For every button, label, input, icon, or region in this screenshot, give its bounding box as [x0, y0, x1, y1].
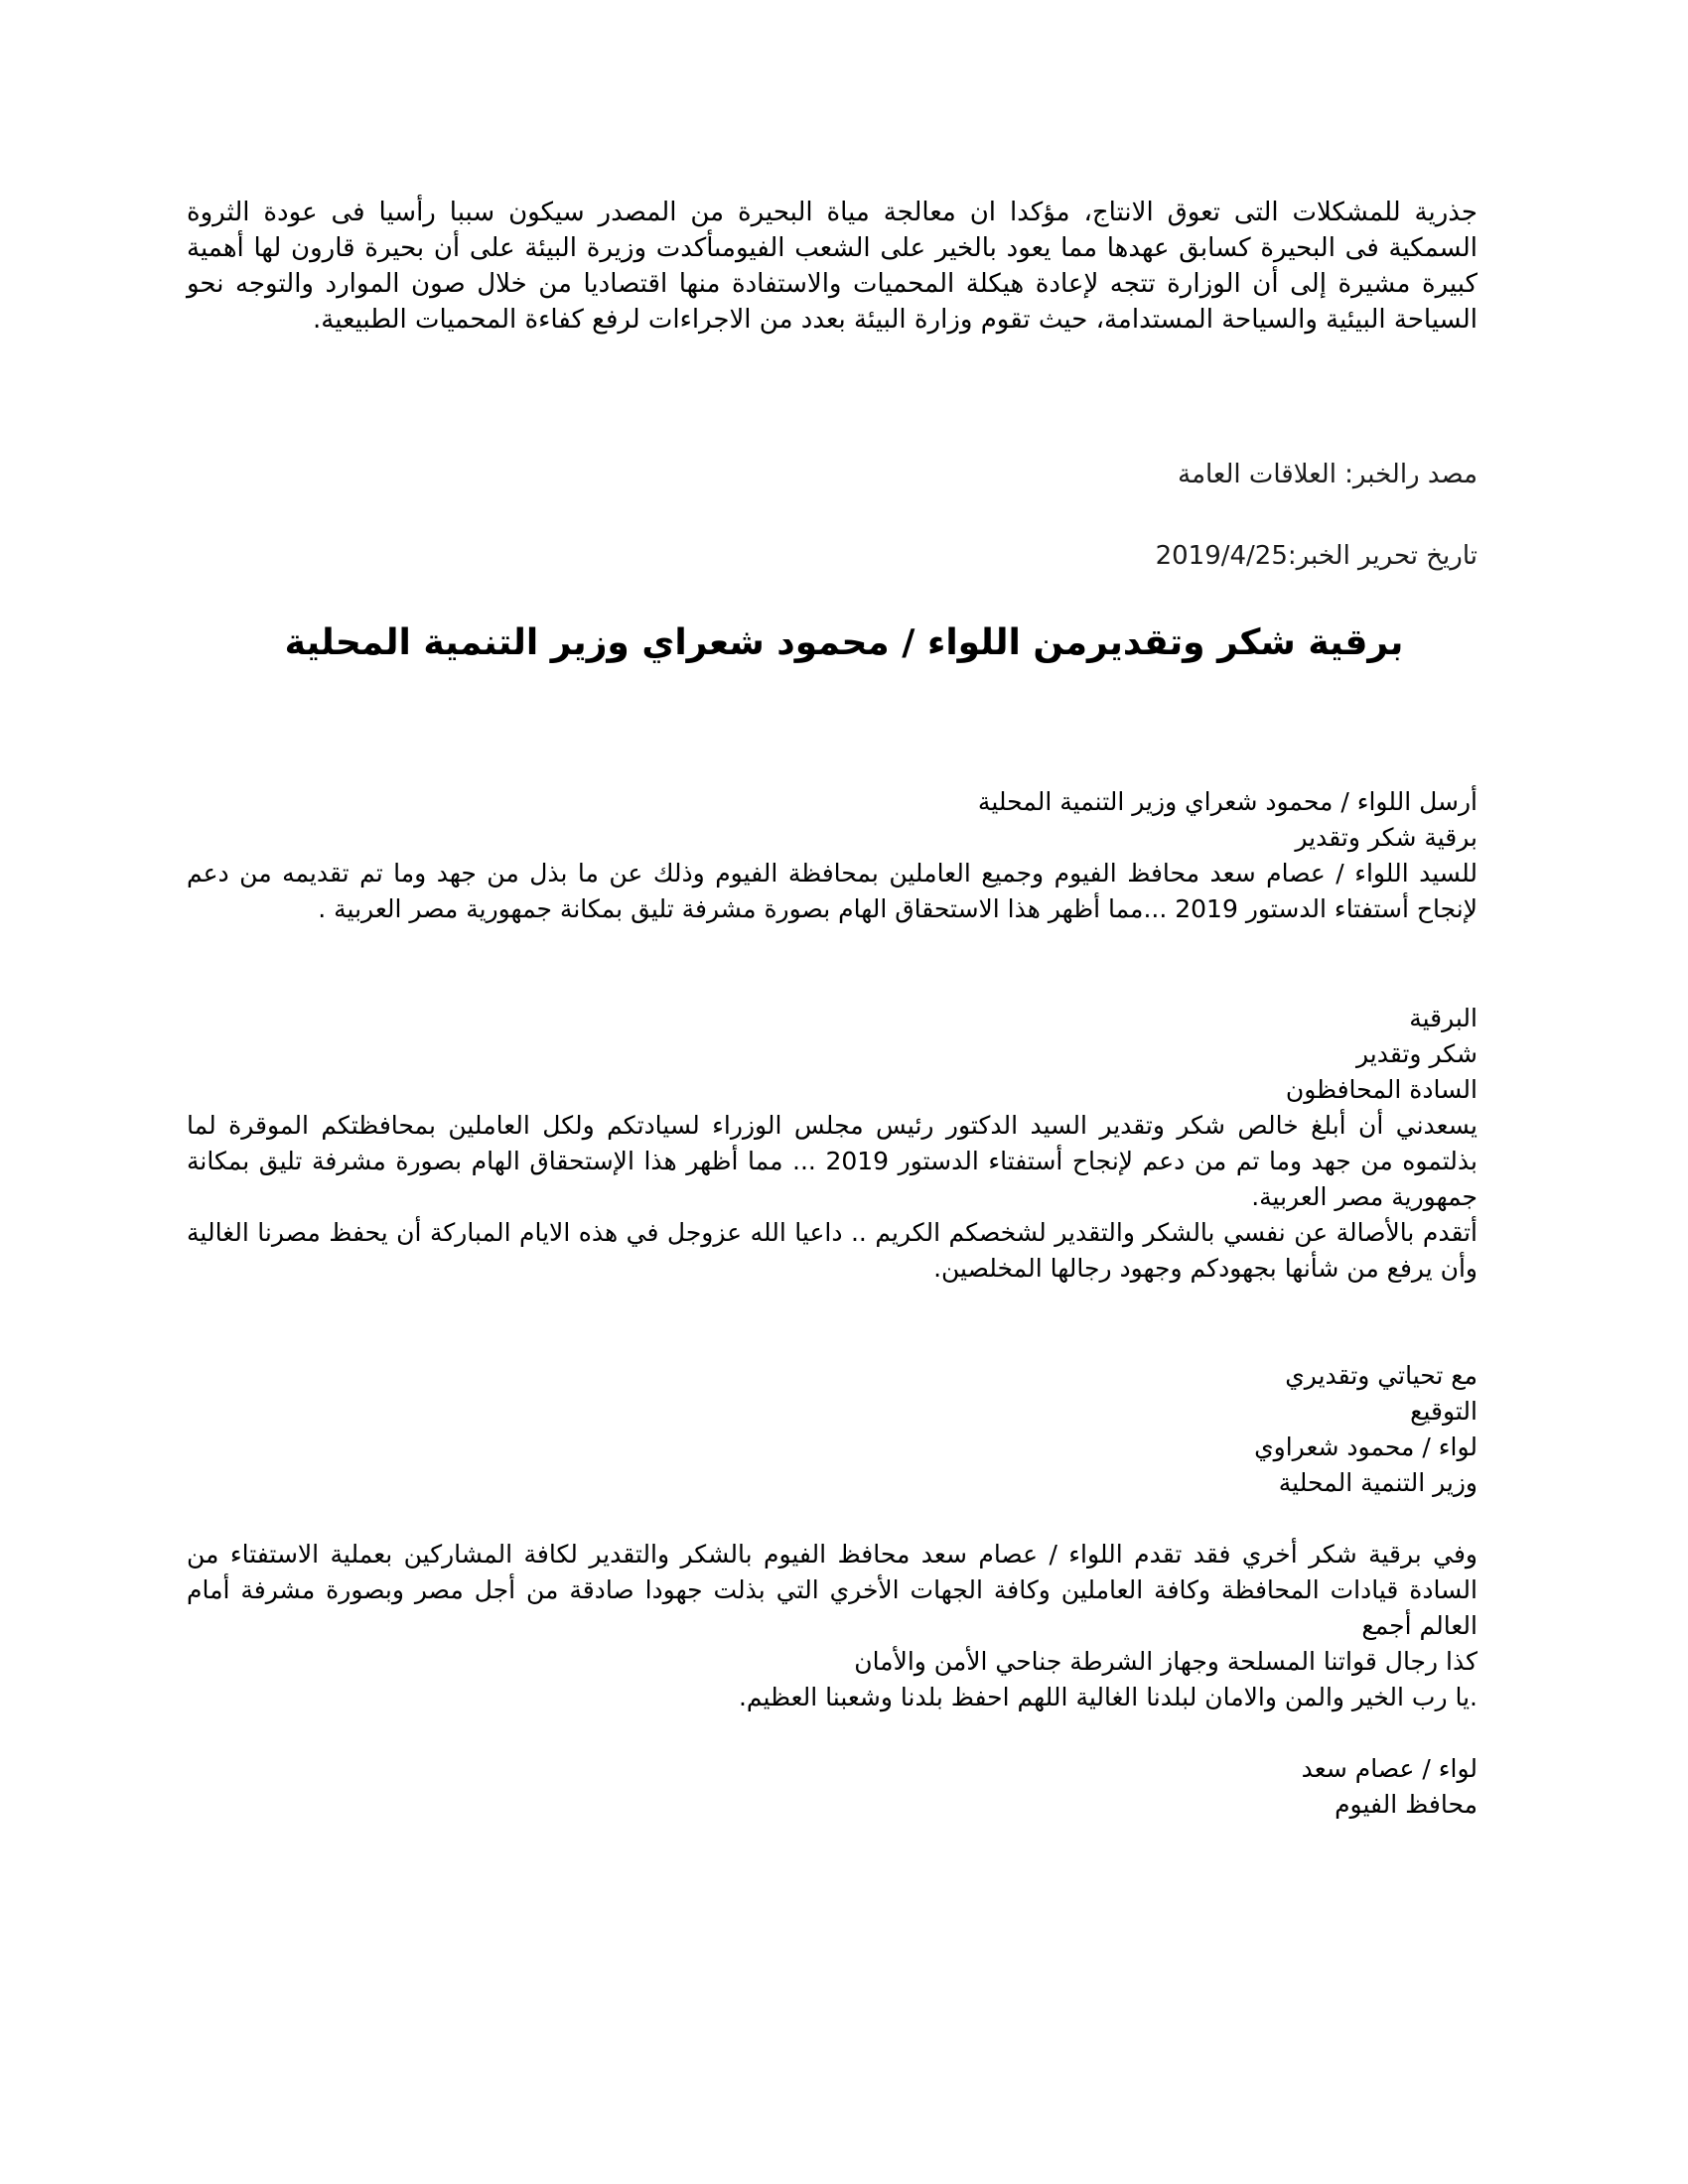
letter1-line: برقية شكر وتقدير: [1295, 823, 1477, 852]
letter2-line: البرقية: [1409, 1004, 1477, 1032]
signoff-line: لواء / محمود شعراوي: [1254, 1433, 1477, 1461]
letter2-header: [187, 1001, 1477, 1108]
letter1-body: للسيد اللواء / عصام سعد محافظ الفيوم وجميع العاملين بمحافظة الفيوم وذلك عن ما بذل من جهد وما تم تقديمه من دعم لإنجاح أستفتاء الدستور 2019 ...مما أظهر هذا الاستحقاق الهام بصورة مشرفة تليق بمكانة جمهورية مصر العربية .: [187, 859, 1477, 923]
signoff-line: التوقيع: [1410, 1397, 1477, 1426]
governor-signoff: [187, 1751, 1477, 1823]
letter1-header: [187, 784, 1477, 856]
second-line: كذا رجال قواتنا المسلحة وجهاز الشرطة جناحي الأمن والأمان: [854, 1647, 1477, 1676]
news-date: تاريخ تحرير الخبر:2019/4/25: [1155, 541, 1477, 571]
final-signoff-line: لواء / عصام سعد: [1301, 1754, 1477, 1783]
letter2-closing: أتقدم بالأصالة عن نفسي بالشكر والتقدير لشخصكم الكريم .. داعيا الله عزوجل في هذه الايام المباركة أن يحفظ مصرنا الغالية وأن يرفع من شأنها بجهودكم وجهود رجالها المخلصين.: [187, 1218, 1477, 1283]
minister-signoff: [187, 1358, 1477, 1501]
article-title: برقية شكر وتقديرمن اللواء / محمود شعراي وزير التنمية المحلية: [284, 622, 1404, 663]
letter1-line: أرسل اللواء / محمود شعراي وزير التنمية المحلية: [977, 787, 1477, 816]
final-signoff-line: محافظ الفيوم: [1335, 1790, 1477, 1819]
second-telegram: وفي برقية شكر أخري فقد تقدم اللواء / عصام سعد محافظ الفيوم بالشكر والتقدير لكافة المشاركين بعملية الاستفتاء من السادة قيادات المحافظة وكافة العاملين وكافة الجهات الأخري التي بذلت جهودا صادقة من أجل مصر وبصورة مشرفة أمام العالم أجمع: [187, 1540, 1477, 1640]
signoff-line: مع تحياتي وتقديري: [1285, 1361, 1477, 1390]
letter2-line: شكر وتقدير: [1355, 1039, 1477, 1068]
news-source: مصد رالخبر: العلاقات العامة: [1178, 460, 1477, 489]
second-line: .يا رب الخير والمن والامان لبلدنا الغالية اللهم احفظ بلدنا وشعبنا العظيم.: [738, 1683, 1477, 1711]
letter2-body: يسعدني أن أبلغ خالص شكر وتقدير السيد الدكتور رئيس مجلس الوزراء لسيادتكم ولكل العاملين بمحافظتكم الموقرة لما بذلتموه من جهد وما تم من دعم لإنجاح أستفتاء الدستور 2019 ... مما أظهر هذا الإستحقاق الهام بصورة مشرفة تليق بمكانة جمهورية مصر العربية.: [187, 1111, 1477, 1211]
signoff-line: وزير التنمية المحلية: [1278, 1468, 1477, 1497]
letter2-line: السادة المحافظون: [1285, 1075, 1477, 1104]
second-telegram-lines: [187, 1644, 1477, 1715]
intro-paragraph: جذرية للمشكلات التى تعوق الانتاج، مؤكدا ان معالجة مياة البحيرة من المصدر سيكون سببا رأسيا فى عودة الثروة السمكية فى البحيرة كسابق عهدها مما يعود بالخير على الشعب الفيومىأكدت وزيرة البيئة على أن بحيرة قارون لها أهمية كبيرة مشيرة إلى أن الوزارة تتجه لإعادة هيكلة المحميات والاستفادة منها اقتصاديا من خلال صون الموارد والتوجه نحو السياحة البيئية والسياحة المستدامة، حيث تقوم وزارة البيئة بعدد من الاجراءات لرفع كفاءة المحميات الطبيعية.: [187, 198, 1477, 335]
